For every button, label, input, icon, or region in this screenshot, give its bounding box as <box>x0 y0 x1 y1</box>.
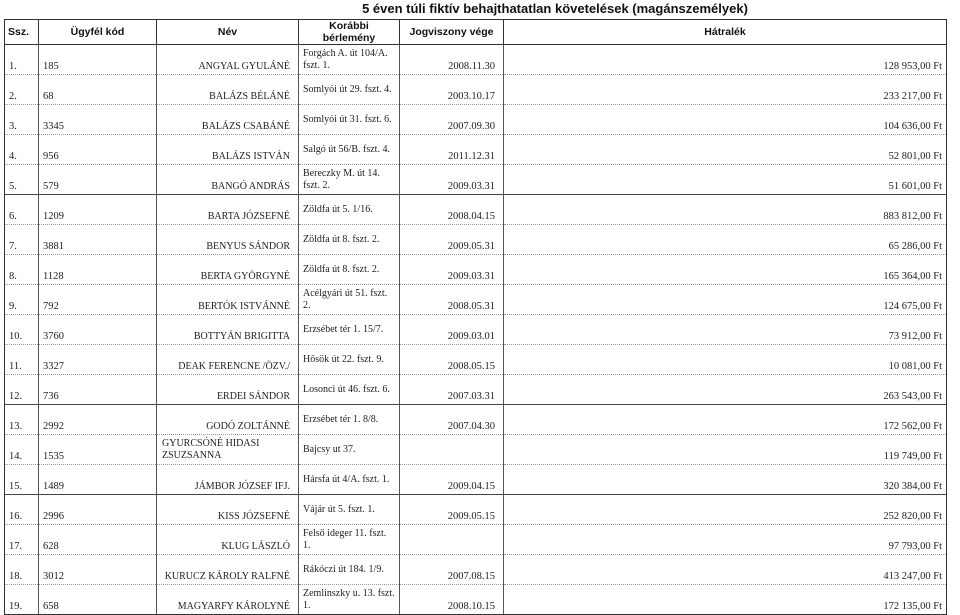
row-korabbi-berlemeny <box>299 555 400 585</box>
receivables-table <box>4 19 947 615</box>
table-row <box>5 255 947 285</box>
row-jogviszony-vege <box>400 165 504 195</box>
table-row <box>5 585 947 615</box>
row-ssz-text: 18. <box>9 571 23 582</box>
row-jogviszony-vege <box>400 525 504 555</box>
table-row <box>5 495 947 525</box>
row-ssz-text: 14. <box>9 451 23 462</box>
row-ssz-text: 6. <box>9 211 17 222</box>
table-row <box>5 525 947 555</box>
row-jogviszony-vege <box>400 465 504 495</box>
row-ugyfel-kod-text: 2996 <box>43 511 64 522</box>
row-korabbi-berlemeny-text: Zöldfa út 8. fszt. 2. <box>303 234 380 245</box>
row-nev-text: ANGYAL GYULÁNÉ <box>198 61 290 72</box>
row-ugyfel-kod <box>39 285 157 315</box>
row-nev-text: DEAK FERENCNE /ÖZV./ <box>178 361 290 372</box>
row-nev-text: BENYUS SÁNDOR <box>206 241 290 252</box>
row-ssz-text: 13. <box>9 421 23 432</box>
row-nev-text: ERDEI SÁNDOR <box>216 391 290 402</box>
row-ssz <box>5 285 39 315</box>
row-nev <box>157 525 299 555</box>
row-ssz <box>5 225 39 255</box>
row-nev <box>157 105 299 135</box>
row-korabbi-berlemeny-text: Bajcsy ut 37. <box>303 444 356 455</box>
row-korabbi-berlemeny <box>299 345 400 375</box>
row-jogviszony-vege <box>400 315 504 345</box>
row-jogviszony-vege-text: 2007.09.30 <box>447 121 495 132</box>
row-ssz-text: 2. <box>9 91 17 102</box>
row-ugyfel-kod <box>39 465 157 495</box>
row-korabbi-berlemeny <box>299 255 400 285</box>
row-hatralek <box>504 585 947 615</box>
row-ugyfel-kod <box>39 195 157 225</box>
header-hatralek: Hátralék <box>504 20 947 45</box>
row-hatralek <box>504 405 947 435</box>
row-nev <box>157 315 299 345</box>
row-ugyfel-kod <box>39 555 157 585</box>
table-row <box>5 225 947 255</box>
row-ssz <box>5 525 39 555</box>
header-jogviszony-vege: Jogviszony vége <box>400 20 504 45</box>
row-jogviszony-vege-text: 2009.03.31 <box>447 271 495 282</box>
row-ssz <box>5 555 39 585</box>
row-korabbi-berlemeny-text: Vájár út 5. fszt. 1. <box>303 504 375 515</box>
row-nev <box>157 345 299 375</box>
row-ssz <box>5 195 39 225</box>
row-nev <box>157 585 299 615</box>
row-jogviszony-vege-text: 2009.05.31 <box>447 241 495 252</box>
row-ssz-text: 5. <box>9 181 17 192</box>
row-ssz <box>5 165 39 195</box>
row-jogviszony-vege-text: 2008.11.30 <box>448 61 495 72</box>
row-ssz-text: 17. <box>9 541 23 552</box>
row-hatralek-text: 51 601,00 Ft <box>888 181 942 192</box>
row-ssz <box>5 105 39 135</box>
row-jogviszony-vege-text: 2007.04.30 <box>447 421 495 432</box>
document-title: 5 éven túli fiktív behajthatatlan követelések (magánszemélyek) <box>362 1 748 16</box>
row-ssz <box>5 585 39 615</box>
row-jogviszony-vege <box>400 405 504 435</box>
row-korabbi-berlemeny <box>299 585 400 615</box>
row-jogviszony-vege <box>400 345 504 375</box>
row-ugyfel-kod <box>39 495 157 525</box>
row-korabbi-berlemeny-text: Rákóczi út 184. 1/9. <box>303 564 384 575</box>
row-ugyfel-kod <box>39 45 157 75</box>
row-korabbi-berlemeny-text: Hősök út 22. fszt. 9. <box>303 354 384 365</box>
table-row <box>5 195 947 225</box>
row-ugyfel-kod-text: 3012 <box>43 571 64 582</box>
table-row <box>5 75 947 105</box>
row-nev-text: BERTA GYÖRGYNÉ <box>200 271 290 282</box>
row-ugyfel-kod-text: 628 <box>43 541 59 552</box>
row-ssz <box>5 495 39 525</box>
row-hatralek <box>504 465 947 495</box>
row-ssz <box>5 405 39 435</box>
row-ugyfel-kod <box>39 255 157 285</box>
row-jogviszony-vege-text: 2008.10.15 <box>447 601 495 612</box>
row-nev <box>157 45 299 75</box>
row-korabbi-berlemeny <box>299 465 400 495</box>
row-ugyfel-kod-text: 3881 <box>43 241 64 252</box>
row-ugyfel-kod <box>39 165 157 195</box>
row-korabbi-berlemeny-text: Erzsébet tér 1. 15/7. <box>303 324 384 335</box>
header-nev: Név <box>157 20 299 45</box>
row-ugyfel-kod <box>39 585 157 615</box>
row-jogviszony-vege <box>400 225 504 255</box>
row-nev <box>157 255 299 285</box>
row-ugyfel-kod <box>39 225 157 255</box>
row-hatralek <box>504 435 947 465</box>
row-korabbi-berlemeny-text: Forgách A. út 104/A. fszt. 1. <box>303 48 388 71</box>
row-korabbi-berlemeny-text: Zemlinszky u. 13. fszt. 1. <box>303 588 395 611</box>
row-jogviszony-vege <box>400 585 504 615</box>
row-ssz <box>5 45 39 75</box>
row-jogviszony-vege-text: 2011.12.31 <box>448 151 495 162</box>
row-nev <box>157 375 299 405</box>
row-jogviszony-vege <box>400 75 504 105</box>
row-nev <box>157 465 299 495</box>
row-nev <box>157 165 299 195</box>
table-body <box>5 45 947 615</box>
row-jogviszony-vege-text: 2007.08.15 <box>447 571 495 582</box>
row-nev-text: MAGYARFY KÁROLYNÉ <box>177 601 290 612</box>
row-korabbi-berlemeny <box>299 105 400 135</box>
row-ugyfel-kod <box>39 315 157 345</box>
row-jogviszony-vege <box>400 285 504 315</box>
row-nev <box>157 405 299 435</box>
table-row <box>5 135 947 165</box>
table-row <box>5 345 947 375</box>
row-hatralek <box>504 315 947 345</box>
row-ssz <box>5 375 39 405</box>
row-ugyfel-kod-text: 1209 <box>43 211 64 222</box>
row-nev-text: BANGÓ ANDRÁS <box>211 181 290 192</box>
row-korabbi-berlemeny <box>299 135 400 165</box>
row-hatralek-text: 883 812,00 Ft <box>883 211 942 222</box>
row-ssz <box>5 75 39 105</box>
table-row <box>5 105 947 135</box>
row-jogviszony-vege-text: 2009.03.31 <box>447 181 495 192</box>
row-ugyfel-kod <box>39 75 157 105</box>
row-ssz <box>5 255 39 285</box>
row-hatralek <box>504 255 947 285</box>
row-ugyfel-kod-text: 792 <box>43 301 59 312</box>
row-nev <box>157 135 299 165</box>
row-nev-text: KURUCZ KÁROLY RALFNÉ <box>164 571 290 582</box>
row-hatralek <box>504 165 947 195</box>
row-hatralek-text: 172 562,00 Ft <box>883 421 942 432</box>
row-jogviszony-vege-text: 2009.04.15 <box>447 481 495 492</box>
row-hatralek <box>504 345 947 375</box>
row-korabbi-berlemeny <box>299 495 400 525</box>
row-ssz-text: 4. <box>9 151 17 162</box>
row-jogviszony-vege <box>400 45 504 75</box>
row-hatralek-text: 233 217,00 Ft <box>883 91 942 102</box>
row-nev <box>157 285 299 315</box>
table-row <box>5 435 947 465</box>
header-korabbi-berlemeny: Korábbi bérlemény <box>299 20 400 45</box>
row-korabbi-berlemeny <box>299 225 400 255</box>
row-jogviszony-vege <box>400 495 504 525</box>
row-jogviszony-vege-text: 2008.05.31 <box>447 301 495 312</box>
row-jogviszony-vege <box>400 435 504 465</box>
row-ssz-text: 19. <box>9 601 23 612</box>
row-ssz-text: 1. <box>9 61 17 72</box>
row-jogviszony-vege <box>400 135 504 165</box>
row-ugyfel-kod <box>39 525 157 555</box>
row-ugyfel-kod-text: 2992 <box>43 421 64 432</box>
header-ssz: Ssz. <box>5 20 39 45</box>
row-hatralek-text: 320 384,00 Ft <box>883 481 942 492</box>
row-hatralek <box>504 375 947 405</box>
row-nev <box>157 225 299 255</box>
row-nev-text: BARTA JÓZSEFNÉ <box>207 211 290 222</box>
row-ugyfel-kod <box>39 135 157 165</box>
row-jogviszony-vege <box>400 375 504 405</box>
row-nev <box>157 195 299 225</box>
row-korabbi-berlemeny-text: Hársfa út 4/A. fszt. 1. <box>303 474 390 485</box>
row-korabbi-berlemeny-text: Salgó út 56/B. fszt. 4. <box>303 144 390 155</box>
row-ssz <box>5 435 39 465</box>
row-ssz-text: 12. <box>9 391 23 402</box>
row-ugyfel-kod-text: 658 <box>43 601 59 612</box>
row-korabbi-berlemeny-text: Somlyói út 31. fszt. 6. <box>303 114 392 125</box>
table-row <box>5 165 947 195</box>
row-nev-text: GYURCSÓNÉ HIDASI ZSUZSANNA <box>162 438 260 461</box>
row-korabbi-berlemeny <box>299 375 400 405</box>
row-ssz-text: 7. <box>9 241 17 252</box>
row-ugyfel-kod-text: 736 <box>43 391 59 402</box>
row-ssz-text: 16. <box>9 511 23 522</box>
row-nev <box>157 495 299 525</box>
table-header-row <box>5 20 947 45</box>
row-ugyfel-kod-text: 3345 <box>43 121 64 132</box>
row-nev-text: BOTTYÁN BRIGITTA <box>193 331 290 342</box>
table-row <box>5 405 947 435</box>
row-nev-text: JÁMBOR JÓZSEF IFJ. <box>194 481 290 492</box>
row-hatralek-text: 165 364,00 Ft <box>883 271 942 282</box>
row-jogviszony-vege-text: 2003.10.17 <box>447 91 495 102</box>
row-jogviszony-vege <box>400 555 504 585</box>
row-jogviszony-vege <box>400 195 504 225</box>
row-jogviszony-vege-text: 2009.05.15 <box>447 511 495 522</box>
row-hatralek-text: 97 793,00 Ft <box>888 541 942 552</box>
row-nev-text: BALÁZS BÉLÁNÉ <box>209 91 290 102</box>
row-ssz <box>5 465 39 495</box>
row-ssz <box>5 345 39 375</box>
row-ugyfel-kod-text: 3327 <box>43 361 64 372</box>
row-jogviszony-vege-text: 2007.03.31 <box>447 391 495 402</box>
row-ssz <box>5 135 39 165</box>
row-ugyfel-kod-text: 68 <box>43 91 54 102</box>
row-jogviszony-vege-text: 2008.05.15 <box>447 361 495 372</box>
row-hatralek <box>504 495 947 525</box>
row-hatralek-text: 128 953,00 Ft <box>883 61 942 72</box>
row-ssz-text: 8. <box>9 271 17 282</box>
row-hatralek-text: 104 636,00 Ft <box>883 121 942 132</box>
row-ugyfel-kod <box>39 405 157 435</box>
row-korabbi-berlemeny <box>299 75 400 105</box>
row-korabbi-berlemeny <box>299 435 400 465</box>
row-hatralek <box>504 105 947 135</box>
row-hatralek-text: 119 749,00 Ft <box>883 451 942 462</box>
row-ugyfel-kod-text: 1535 <box>43 451 64 462</box>
row-korabbi-berlemeny-text: Bereczky M. út 14. fszt. 2. <box>303 168 380 191</box>
row-korabbi-berlemeny-text: Zöldfa út 5. 1/16. <box>303 204 373 215</box>
row-korabbi-berlemeny-text: Erzsébet tér 1. 8/8. <box>303 414 379 425</box>
row-nev <box>157 75 299 105</box>
row-hatralek <box>504 195 947 225</box>
row-nev-text: BALÁZS CSABÁNÉ <box>201 121 290 132</box>
row-korabbi-berlemeny <box>299 525 400 555</box>
row-jogviszony-vege <box>400 255 504 285</box>
row-korabbi-berlemeny <box>299 315 400 345</box>
row-hatralek-text: 73 912,00 Ft <box>888 331 942 342</box>
row-korabbi-berlemeny <box>299 195 400 225</box>
row-ssz-text: 15. <box>9 481 23 492</box>
row-ssz <box>5 315 39 345</box>
row-nev <box>157 555 299 585</box>
row-korabbi-berlemeny-text: Felső ideger 11. fszt. 1. <box>303 528 387 551</box>
row-ugyfel-kod <box>39 345 157 375</box>
row-hatralek <box>504 525 947 555</box>
row-ssz-text: 11. <box>9 361 22 372</box>
row-hatralek <box>504 285 947 315</box>
table-row <box>5 465 947 495</box>
row-korabbi-berlemeny <box>299 165 400 195</box>
row-hatralek-text: 172 135,00 Ft <box>883 601 942 612</box>
row-hatralek <box>504 135 947 165</box>
row-hatralek-text: 124 675,00 Ft <box>883 301 942 312</box>
row-hatralek-text: 65 286,00 Ft <box>888 241 942 252</box>
row-hatralek <box>504 45 947 75</box>
row-ssz-text: 3. <box>9 121 17 132</box>
row-korabbi-berlemeny-text: Somlyói út 29. fszt. 4. <box>303 84 392 95</box>
row-hatralek-text: 413 247,00 Ft <box>883 571 942 582</box>
row-ugyfel-kod-text: 185 <box>43 61 59 72</box>
row-korabbi-berlemeny-text: Zöldfa út 8. fszt. 2. <box>303 264 380 275</box>
row-ugyfel-kod-text: 1128 <box>43 271 64 282</box>
row-jogviszony-vege <box>400 105 504 135</box>
row-korabbi-berlemeny-text: Losonci út 46. fszt. 6. <box>303 384 390 395</box>
row-nev-text: BALÁZS ISTVÁN <box>211 151 290 162</box>
row-nev <box>157 435 299 465</box>
row-hatralek <box>504 225 947 255</box>
table-row <box>5 555 947 585</box>
row-korabbi-berlemeny <box>299 285 400 315</box>
table-row <box>5 375 947 405</box>
row-jogviszony-vege-text: 2008.04.15 <box>447 211 495 222</box>
row-ssz-text: 9. <box>9 301 17 312</box>
row-nev-text: KLUG LÁSZLÓ <box>221 541 290 552</box>
row-korabbi-berlemeny <box>299 45 400 75</box>
row-hatralek-text: 252 820,00 Ft <box>883 511 942 522</box>
row-korabbi-berlemeny <box>299 405 400 435</box>
row-hatralek-text: 52 801,00 Ft <box>888 151 942 162</box>
row-ugyfel-kod-text: 956 <box>43 151 59 162</box>
row-hatralek-text: 263 543,00 Ft <box>883 391 942 402</box>
table-row <box>5 45 947 75</box>
row-hatralek <box>504 555 947 585</box>
row-hatralek <box>504 75 947 105</box>
row-nev-text: KISS JÓZSEFNÉ <box>218 511 290 522</box>
table-row <box>5 285 947 315</box>
header-ugyfel-kod: Ügyfél kód <box>39 20 157 45</box>
row-nev-text: GODÓ ZOLTÁNNÉ <box>206 421 290 432</box>
row-ugyfel-kod <box>39 435 157 465</box>
row-nev-text: BERTÓK ISTVÁNNÉ <box>198 301 290 312</box>
row-ugyfel-kod-text: 1489 <box>43 481 64 492</box>
row-ugyfel-kod <box>39 375 157 405</box>
row-ugyfel-kod-text: 579 <box>43 181 59 192</box>
row-jogviszony-vege-text: 2009.03.01 <box>447 331 495 342</box>
row-korabbi-berlemeny-text: Acélgyári út 51. fszt. 2. <box>303 288 388 311</box>
row-ugyfel-kod <box>39 105 157 135</box>
row-hatralek-text: 10 081,00 Ft <box>888 361 942 372</box>
table-row <box>5 315 947 345</box>
row-ssz-text: 10. <box>9 331 23 342</box>
row-ugyfel-kod-text: 3760 <box>43 331 64 342</box>
